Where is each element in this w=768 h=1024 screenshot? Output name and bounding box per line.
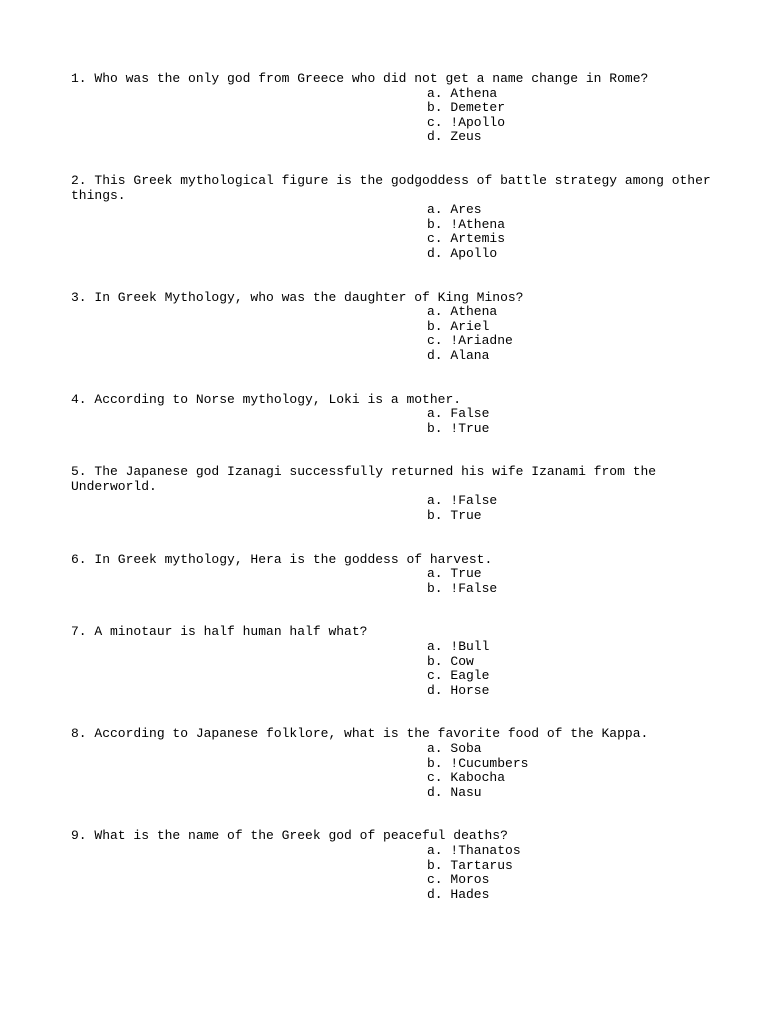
question-5 (71, 465, 711, 523)
answer-option: c. !Ariadne (427, 333, 513, 349)
question-3 (71, 291, 711, 364)
question-8 (71, 727, 711, 800)
question-9 (71, 829, 711, 902)
question-1 (71, 72, 711, 145)
question-text: 6. In Greek mythology, Hera is the goddess of harvest. (71, 551, 493, 567)
answer-option: d. Alana (427, 347, 490, 363)
question-6 (71, 553, 711, 597)
answer-option: d. Zeus (427, 129, 482, 145)
answer-option: b. !Athena (427, 216, 506, 232)
answer-option: b. !Cucumbers (427, 755, 529, 771)
answer-option: a. Athena (427, 85, 498, 101)
answer-option: a. !Bull (427, 639, 490, 655)
question-text: 4. According to Norse mythology, Loki is a mother. (71, 391, 462, 407)
answer-options (71, 844, 711, 902)
answer-options (71, 407, 711, 436)
answer-option: d. Hades (427, 886, 490, 902)
answer-option: a. !Thanatos (427, 842, 521, 858)
answer-option: c. Eagle (427, 668, 490, 684)
answer-option: d. Nasu (427, 784, 482, 800)
answer-options (71, 305, 711, 363)
question-4 (71, 393, 711, 437)
question-2 (71, 172, 719, 262)
answer-option: b. Demeter (427, 100, 506, 116)
answer-option: c. Kabocha (427, 770, 506, 786)
answer-option: a. Soba (427, 741, 482, 756)
question-text: 3. In Greek Mythology, who was the daughter of King Minos? (71, 289, 524, 305)
answer-options (71, 203, 711, 261)
answer-option: c. !Apollo (427, 114, 506, 130)
answer-options (71, 640, 711, 698)
quiz-document (71, 71, 719, 931)
answer-option: a. !False (427, 493, 498, 509)
answer-option: a. Ares (427, 202, 482, 218)
answer-option: a. False (427, 406, 490, 422)
question-text: 8. According to Japanese folklore, what is the favorite food of the Kappa. (71, 726, 649, 742)
answer-option: a. True (427, 566, 482, 582)
question-7 (71, 625, 711, 698)
answer-option: b. !False (427, 580, 498, 596)
answer-option: b. Ariel (427, 318, 490, 334)
answer-option: b. Tartarus (427, 857, 513, 873)
answer-option: d. Apollo (427, 245, 498, 261)
answer-option: b. !True (427, 420, 490, 436)
answer-option: c. Artemis (427, 231, 506, 247)
question-text: 7. A minotaur is half human half what? (71, 624, 368, 640)
answer-options (71, 494, 711, 523)
answer-option: c. Moros (427, 872, 490, 888)
answer-option: b. Cow (427, 653, 474, 669)
question-text: 5. The Japanese god Izanagi successfully returned his wife Izanami from the Underworld. (71, 464, 664, 494)
question-text: 1. Who was the only god from Greece who did not get a name change in Rome? (71, 71, 649, 86)
answer-option: a. Athena (427, 304, 498, 320)
question-text: 2. This Greek mythological figure is the godgoddess of battle strategy among other things. (71, 172, 719, 203)
answer-options (71, 87, 711, 145)
answer-options (71, 742, 711, 800)
answer-option: b. True (427, 508, 482, 524)
question-text: 9. What is the name of the Greek god of peaceful deaths? (71, 828, 508, 844)
answer-option: d. Horse (427, 682, 490, 698)
answer-options (71, 567, 711, 596)
